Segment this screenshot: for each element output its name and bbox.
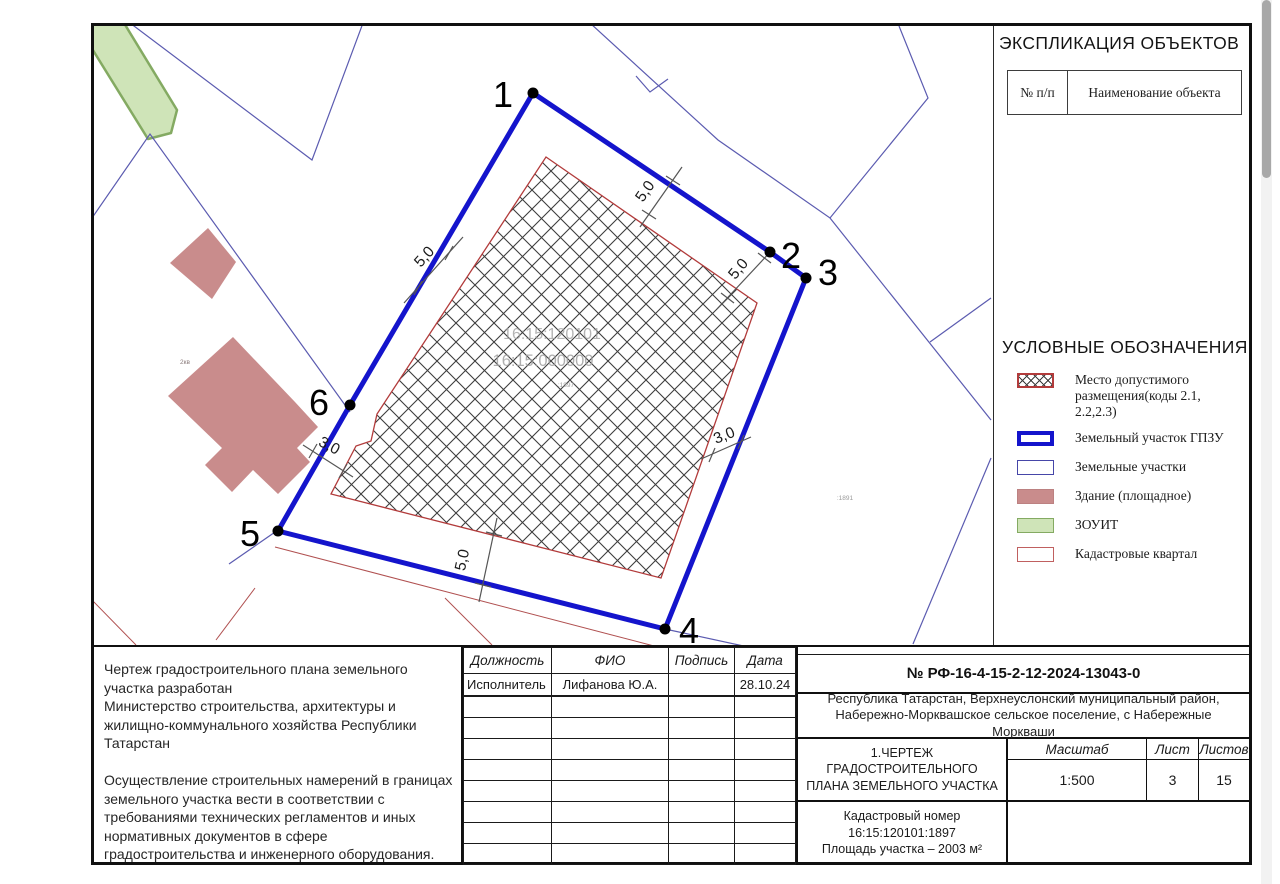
sig-header-date: Дата [735,648,796,674]
zone-number-label: 16:15:000000 [492,352,594,370]
legend-title: УСЛОВНЫЕ ОБОЗНАЧЕНИЯ [1002,337,1248,357]
building-swatch-icon [1017,489,1054,504]
dim-label-6: 3,0 [315,433,343,459]
sheets-value: 15 [1216,772,1232,788]
vertex-label-3: 3 [817,252,839,293]
tiny-parcel-label: :1891 [836,495,854,502]
note-line-2: Министерство строительства, архитектуры и жилищно-коммунального хозяйства Республики Татарстан [104,698,417,752]
legend-item-gpzu: Земельный участок ГПЗУ [1017,430,1245,446]
building-large [168,337,318,494]
legend-item-zouit: ЗОУИТ [1017,517,1245,533]
dim-label-2: 5,0 [632,177,659,206]
sig-header-role: Должность [464,648,552,674]
tiny-building-label: 2кв [180,359,190,366]
signature-table-wrap [461,647,798,862]
quarter-swatch-icon [1017,547,1054,562]
zouit-swatch-icon [1017,518,1054,533]
vertex-label-4: 4 [678,610,700,645]
dim-label-3: 5,0 [725,255,752,283]
explication-table [1007,70,1242,115]
dim-label-5: 5,0 [452,547,474,573]
building-small [170,228,236,299]
legend-item-building: Здание (площадное) [1017,488,1245,504]
doc-number: № РФ-16-4-15-2-12-2024-13043-0 [798,655,1249,694]
scale-value: 1:500 [1008,760,1147,800]
sheet-row [798,739,1249,802]
title-block-spacer [798,647,1249,655]
site-plan-svg [94,26,993,645]
sheet-value: 3 [1147,760,1199,800]
dim-label-1: 5,0 [411,243,439,271]
sheet-label: Лист [1147,739,1199,760]
vertex-label-6: 6 [308,382,330,423]
sig-name-value: Лифанова Ю.А. [552,674,669,697]
scale-label: Масштаб [1008,739,1147,760]
vertex-label-5: 5 [239,513,261,554]
scale-grid [1008,739,1249,800]
legend-item-parcels: Земельные участки [1017,459,1245,475]
tiny-hatch-label: :1897 [557,382,575,389]
gpzu-swatch-icon [1017,431,1054,446]
cadastral-row [798,802,1249,864]
sig-header-sign: Подпись [669,648,735,674]
legend-list [1017,372,1245,576]
sig-sign-value [669,674,735,697]
cadastral-line-3: Площадь участка – 2003 м² [821,842,983,857]
explication-col-number: № п/п [1008,71,1068,114]
zouit-area [94,26,177,139]
vertex-label-1: 1 [492,74,514,115]
scrollbar-thumb[interactable] [1262,0,1271,178]
note-line-1: Чертеж градостроительного плана земельного участка разработан [104,661,408,696]
sheet-title: 1.ЧЕРТЕЖ ГРАДОСТРОИТЕЛЬНОГО ПЛАНА ЗЕМЕЛЬНОГО УЧАСТКА [798,739,1008,800]
signature-table [463,647,796,865]
sig-header-name: ФИО [552,648,669,674]
quarter-number-label: 16:15:120101 [503,326,601,343]
explication-col-name: Наименование объекта [1088,84,1221,100]
location-text: Республика Татарстан, Верхнеуслонский муниципальный район, Набережно-Морквашское сельское поселение, с Набережные Моркваши [798,694,1249,739]
site-plan-area [94,26,993,645]
note-line-3: Осуществление строительных намерений в границах земельного участка вести в соответствии с требованиями технических регламентов и иных нормативных документов в сфере градостроительства и инженерного оборудования. [104,772,453,863]
cadastral-info [798,802,1008,864]
legend-item-placement: Место допустимого размещения(коды 2.1, 2.2,2.3) [1017,372,1245,421]
title-block-right [798,647,1249,862]
sig-role-value: Исполнитель [464,674,552,697]
hatch-swatch-icon [1017,373,1054,388]
legend-item-quarter: Кадастровые квартал [1017,546,1245,562]
title-block [94,645,1249,862]
cadastral-line-2: 16:15:120101:1897 [848,825,956,840]
dim-label-4: 3,0 [711,423,738,448]
parcel-swatch-icon [1017,460,1054,475]
title-block-notes [94,647,461,862]
cadastral-empty-cell [1008,802,1249,864]
cadastral-line-1: Кадастровый номер [843,809,961,824]
sheets-label: Листов [1199,739,1249,760]
panel-divider [993,26,994,645]
explication-title: ЭКСПЛИКАЦИЯ ОБЪЕКТОВ [999,33,1240,53]
vertex-label-2: 2 [780,235,802,276]
sig-date-value: 28.10.24 [735,674,796,697]
